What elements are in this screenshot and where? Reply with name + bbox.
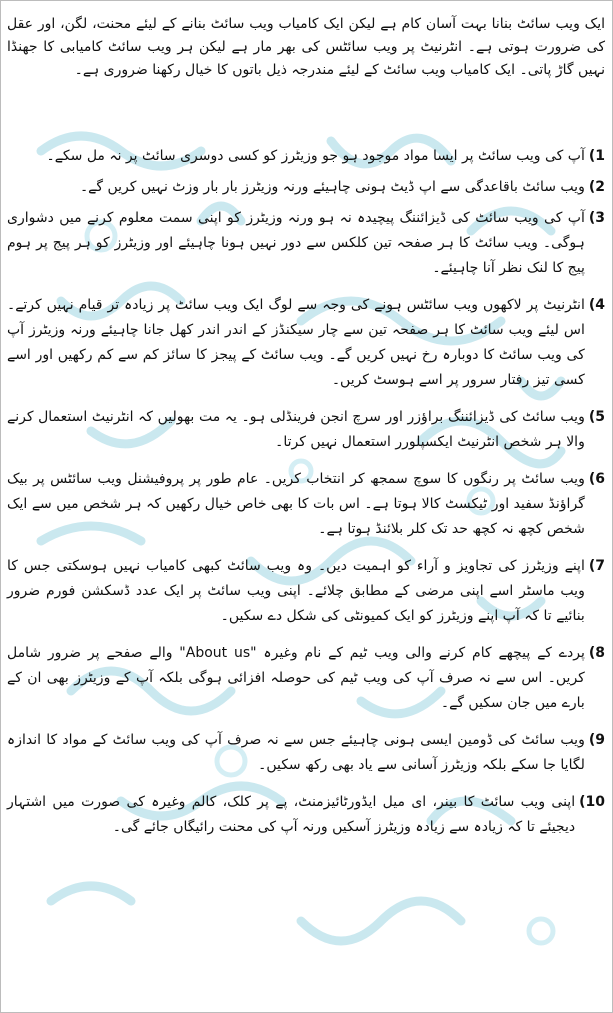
list-item-3 — [7, 206, 605, 281]
list-item-9 — [7, 728, 605, 778]
list-item-1 — [7, 144, 605, 169]
item-text: ویب سائٹ پر رنگوں کا سوچ سمجھ کر انتخاب کریں۔ عام طور پر پروفیشنل ویب سائٹس پر بیک گراؤنڈ سفید اور ٹیکسٹ کالا ہوتا ہے۔ اس بات کا بھی خاص خیال رکھیں کہ ہر شخص میں سے ایک شخص کچھ نہ کچھ حد تک کلر بلائنڈ ہوتا ہے۔ — [7, 471, 585, 537]
item-text: انٹرنیٹ پر لاکھوں ویب سائٹس ہونے کی وجہ سے لوگ ایک ویب سائٹ پر زیادہ تر قیام نہیں کرتے۔ اس لیئے ویب سائٹ کا ہر صفحہ تین سے چار سیکنڈز کے اندر اندر کھل جانا چاہیئے ورنہ وزیٹرز آپ کی ویب سائٹ کا دوبارہ رخ نہیں کریں گے۔ ویب سائٹ کے پیجز کا سائز کم سے کم رکھیں اور اسے کسی تیز رفتار سرور پر اسے ہوسٹ کریں۔ — [7, 297, 585, 388]
list-item-4 — [7, 293, 605, 393]
item-text: پردے کے پیچھے کام کرنے والی ویب ٹیم کے نام وغیرہ "About us" والے صفحے پر ضرور شامل کریں۔ اس سے نہ صرف آپ کی ویب ٹیم کی حوصلہ افزائی ہوگی بلکہ آپ کے وزیٹرز بھی ان کے بارے میں جان سکیں گے۔ — [7, 645, 585, 711]
item-number: 6) — [588, 471, 605, 487]
intro-paragraph: ایک ویب سائٹ بنانا بہت آسان کام ہے لیکن ایک کامیاب ویب سائٹ بنانے کے لیئے محنت، لگن، اور عقل کی ضرورت ہوتی ہے۔ انٹرنیٹ پر ویب سائٹس کی بھر مار ہے لیکن ہر ویب سائٹ کامیابی کا جھنڈا نہیں گاڑ پاتی۔ ایک کامیاب ویب سائٹ کے لیئے مندرجہ ذیل باتوں کا خیال رکھنا ضروری ہے۔ — [7, 16, 605, 78]
item-text: اپنی ویب سائٹ کا بینر، ای میل ایڈورٹائیزمنٹ، پے پر کلک، کالم وغیرہ کی صورت میں اشتہار دیجیئے تا کہ زیادہ سے زیادہ وزیٹرز آسکیں ورنہ آپ کی محنت رائیگاں جائے گی۔ — [7, 794, 576, 835]
item-text: ویب سائٹ باقاعدگی سے اپ ڈیٹ ہونی چاہیئے ورنہ وزیٹرز بار بار وزٹ نہیں کریں گے۔ — [79, 179, 585, 195]
item-text: اپنے وزیٹرز کی تجاویز و آراء کو اہمیت دیں۔ وہ ویب سائٹ کبھی کامیاب نہیں ہوسکتی جس کا ویب ماسٹر اسے اپنی مرضی کے مطابق چلائے۔ اپنی ویب سائٹ پر ایک عدد ڈسکشن فورم ضرور بنائیے تا کہ آپ اپنے وزیٹرز کو ایک کمیونٹی کی شکل دے سکیں۔ — [7, 558, 585, 624]
list-item-7 — [7, 554, 605, 629]
item-number: 5) — [588, 409, 605, 425]
item-text: آپ کی ویب سائٹ پر ایسا مواد موجود ہو جو وزیٹرز کو کسی دوسری سائٹ پر نہ مل سکے۔ — [46, 148, 585, 164]
article-content — [7, 13, 605, 840]
item-number: 3) — [588, 210, 605, 226]
item-number: 9) — [588, 732, 605, 748]
item-number: 7) — [588, 558, 605, 574]
item-number: 2) — [588, 179, 605, 195]
item-number: 10) — [579, 794, 605, 810]
item-number: 1) — [588, 148, 605, 164]
list-item-6 — [7, 467, 605, 542]
item-text: ویب سائٹ کی ڈومین ایسی ہونی چاہیئے جس سے نہ صرف آپ کی ویب سائٹ کے مواد کا اندازہ لگایا جا سکے بلکہ وزیٹرز آسانی سے یاد بھی رکھ سکیں۔ — [7, 732, 585, 773]
list-item-2 — [7, 175, 605, 200]
list-item-5 — [7, 405, 605, 455]
item-text: آپ کی ویب سائٹ کی ڈیزائننگ پیچیدہ نہ ہو ورنہ وزیٹرز کو اپنی سمت معلوم کرنے میں دشواری ہوگی۔ ویب سائٹ کا ہر صفحہ تین کلکس سے دور نہیں ہونا چاہیئے اور وزیٹرز کو ہر پیج پر ہوم پیج کا لنک نظر آنا چاہیئے۔ — [7, 210, 585, 276]
list-item-8 — [7, 641, 605, 716]
item-number: 8) — [588, 645, 605, 661]
item-text: ویب سائٹ کی ڈیزائننگ براؤزر اور سرچ انجن فرینڈلی ہو۔ یہ مت بھولیں کہ انٹرنیٹ استعمال کرنے والا ہر شخص انٹرنیٹ ایکسپلورر استعمال نہیں کرتا۔ — [7, 409, 585, 450]
list-item-10 — [7, 790, 605, 840]
item-number: 4) — [588, 297, 605, 313]
